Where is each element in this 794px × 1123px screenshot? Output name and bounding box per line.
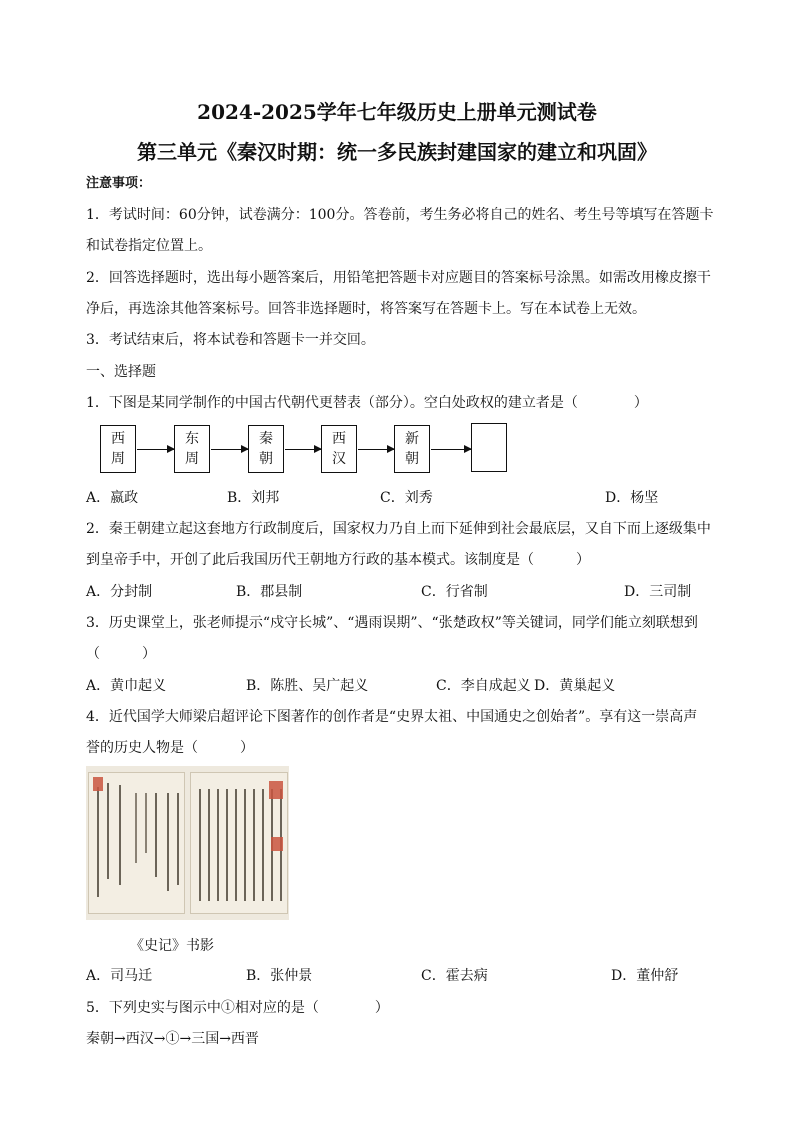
q4-stem-line-2: 誉的历史人物是（ ） xyxy=(86,740,254,756)
note-3: 3．考试结束后，将本试卷和答题卡一并交回。 xyxy=(86,332,375,348)
q4-stem-line-1: 4．近代国学大师梁启超评论下图著作的创作者是“史界太祖、中国通史之创始者”。享有这一崇高声 xyxy=(86,709,698,725)
note-1-line-2: 和试卷指定位置上。 xyxy=(86,238,212,254)
exam-title: 2024-2025学年七年级历史上册单元测试卷 xyxy=(197,100,597,124)
dynasty-box-2: 东周 xyxy=(174,425,210,473)
q2-option-b[interactable]: B．郡县制 xyxy=(236,584,303,600)
dynasty-box-5: 新朝 xyxy=(394,425,430,473)
unit-subtitle: 第三单元《秦汉时期：统一多民族封建国家的建立和巩固》 xyxy=(137,140,657,164)
q1-option-c[interactable]: C．刘秀 xyxy=(380,490,433,506)
notes-heading: 注意事项： xyxy=(86,176,152,191)
q3-stem-line-2: （ ） xyxy=(86,646,156,662)
dynasty-box-3: 秦朝 xyxy=(248,425,284,473)
note-2-line-2: 净后，再选涂其他答案标号。回答非选择题时，将答案写在答题卡上。写在本试卷上无效。 xyxy=(86,301,646,317)
q5-stem: 5．下列史实与图示中①相对应的是（ ） xyxy=(86,1000,389,1016)
q3-option-b[interactable]: B．陈胜、吴广起义 xyxy=(246,678,369,694)
q1-option-b[interactable]: B．刘邦 xyxy=(227,490,280,506)
dynasty-box-4: 西汉 xyxy=(321,425,357,473)
arrow-icon xyxy=(431,449,471,450)
q4-option-b[interactable]: B．张仲景 xyxy=(246,968,313,984)
q2-option-a[interactable]: A．分封制 xyxy=(86,584,153,600)
q1-option-d[interactable]: D．杨坚 xyxy=(605,490,659,506)
arrow-icon xyxy=(285,449,321,450)
q2-stem-line-2: 到皇帝手中，开创了此后我国历代王朝地方行政的基本模式。该制度是（ ） xyxy=(86,552,590,568)
arrow-icon xyxy=(137,449,174,450)
q1-option-a[interactable]: A．嬴政 xyxy=(86,490,139,506)
dynasty-box-blank xyxy=(471,423,507,472)
q4-option-a[interactable]: A．司马迁 xyxy=(86,968,153,984)
section-heading: 一、选择题 xyxy=(86,364,156,380)
q3-stem-line-1: 3．历史课堂上，张老师提示“戍守长城”、“遇雨误期”、“张楚政权”等关键词，同学们能立刻联想到 xyxy=(86,615,698,631)
q3-option-d[interactable]: D．黄巢起义 xyxy=(534,678,616,694)
dynasty-box-1: 西周 xyxy=(100,425,136,473)
q5-dynasty-chain: 秦朝→西汉→①→三国→西晋 xyxy=(86,1031,259,1047)
q4-option-d[interactable]: D．董仲舒 xyxy=(611,968,679,984)
q3-option-c[interactable]: C．李自成起义 xyxy=(436,678,531,694)
arrow-icon xyxy=(211,449,248,450)
book-left-page xyxy=(88,772,185,914)
arrow-icon xyxy=(358,449,394,450)
q2-option-c[interactable]: C．行省制 xyxy=(421,584,488,600)
q4-option-c[interactable]: C．霍去病 xyxy=(421,968,488,984)
q3-option-a[interactable]: A．黄巾起义 xyxy=(86,678,167,694)
shiji-book-image xyxy=(86,766,289,920)
note-2-line-1: 2．回答选择题时，选出每小题答案后，用铅笔把答题卡对应题目的答案标号涂黑。如需改用橡皮擦干 xyxy=(86,270,711,286)
q2-option-d[interactable]: D．三司制 xyxy=(624,584,692,600)
q2-stem-line-1: 2．秦王朝建立起这套地方行政制度后，国家权力乃自上而下延伸到社会最底层，又自下而上逐级集中 xyxy=(86,521,711,537)
book-right-page xyxy=(190,772,288,914)
note-1-line-1: 1．考试时间：60分钟，试卷满分：100分。答卷前，考生务必将自己的姓名、考生号等填写在答题卡 xyxy=(86,207,714,223)
image-caption: 《史记》书影 xyxy=(130,938,214,954)
q1-stem: 1．下图是某同学制作的中国古代朝代更替表（部分）。空白处政权的建立者是（ ） xyxy=(86,395,648,411)
